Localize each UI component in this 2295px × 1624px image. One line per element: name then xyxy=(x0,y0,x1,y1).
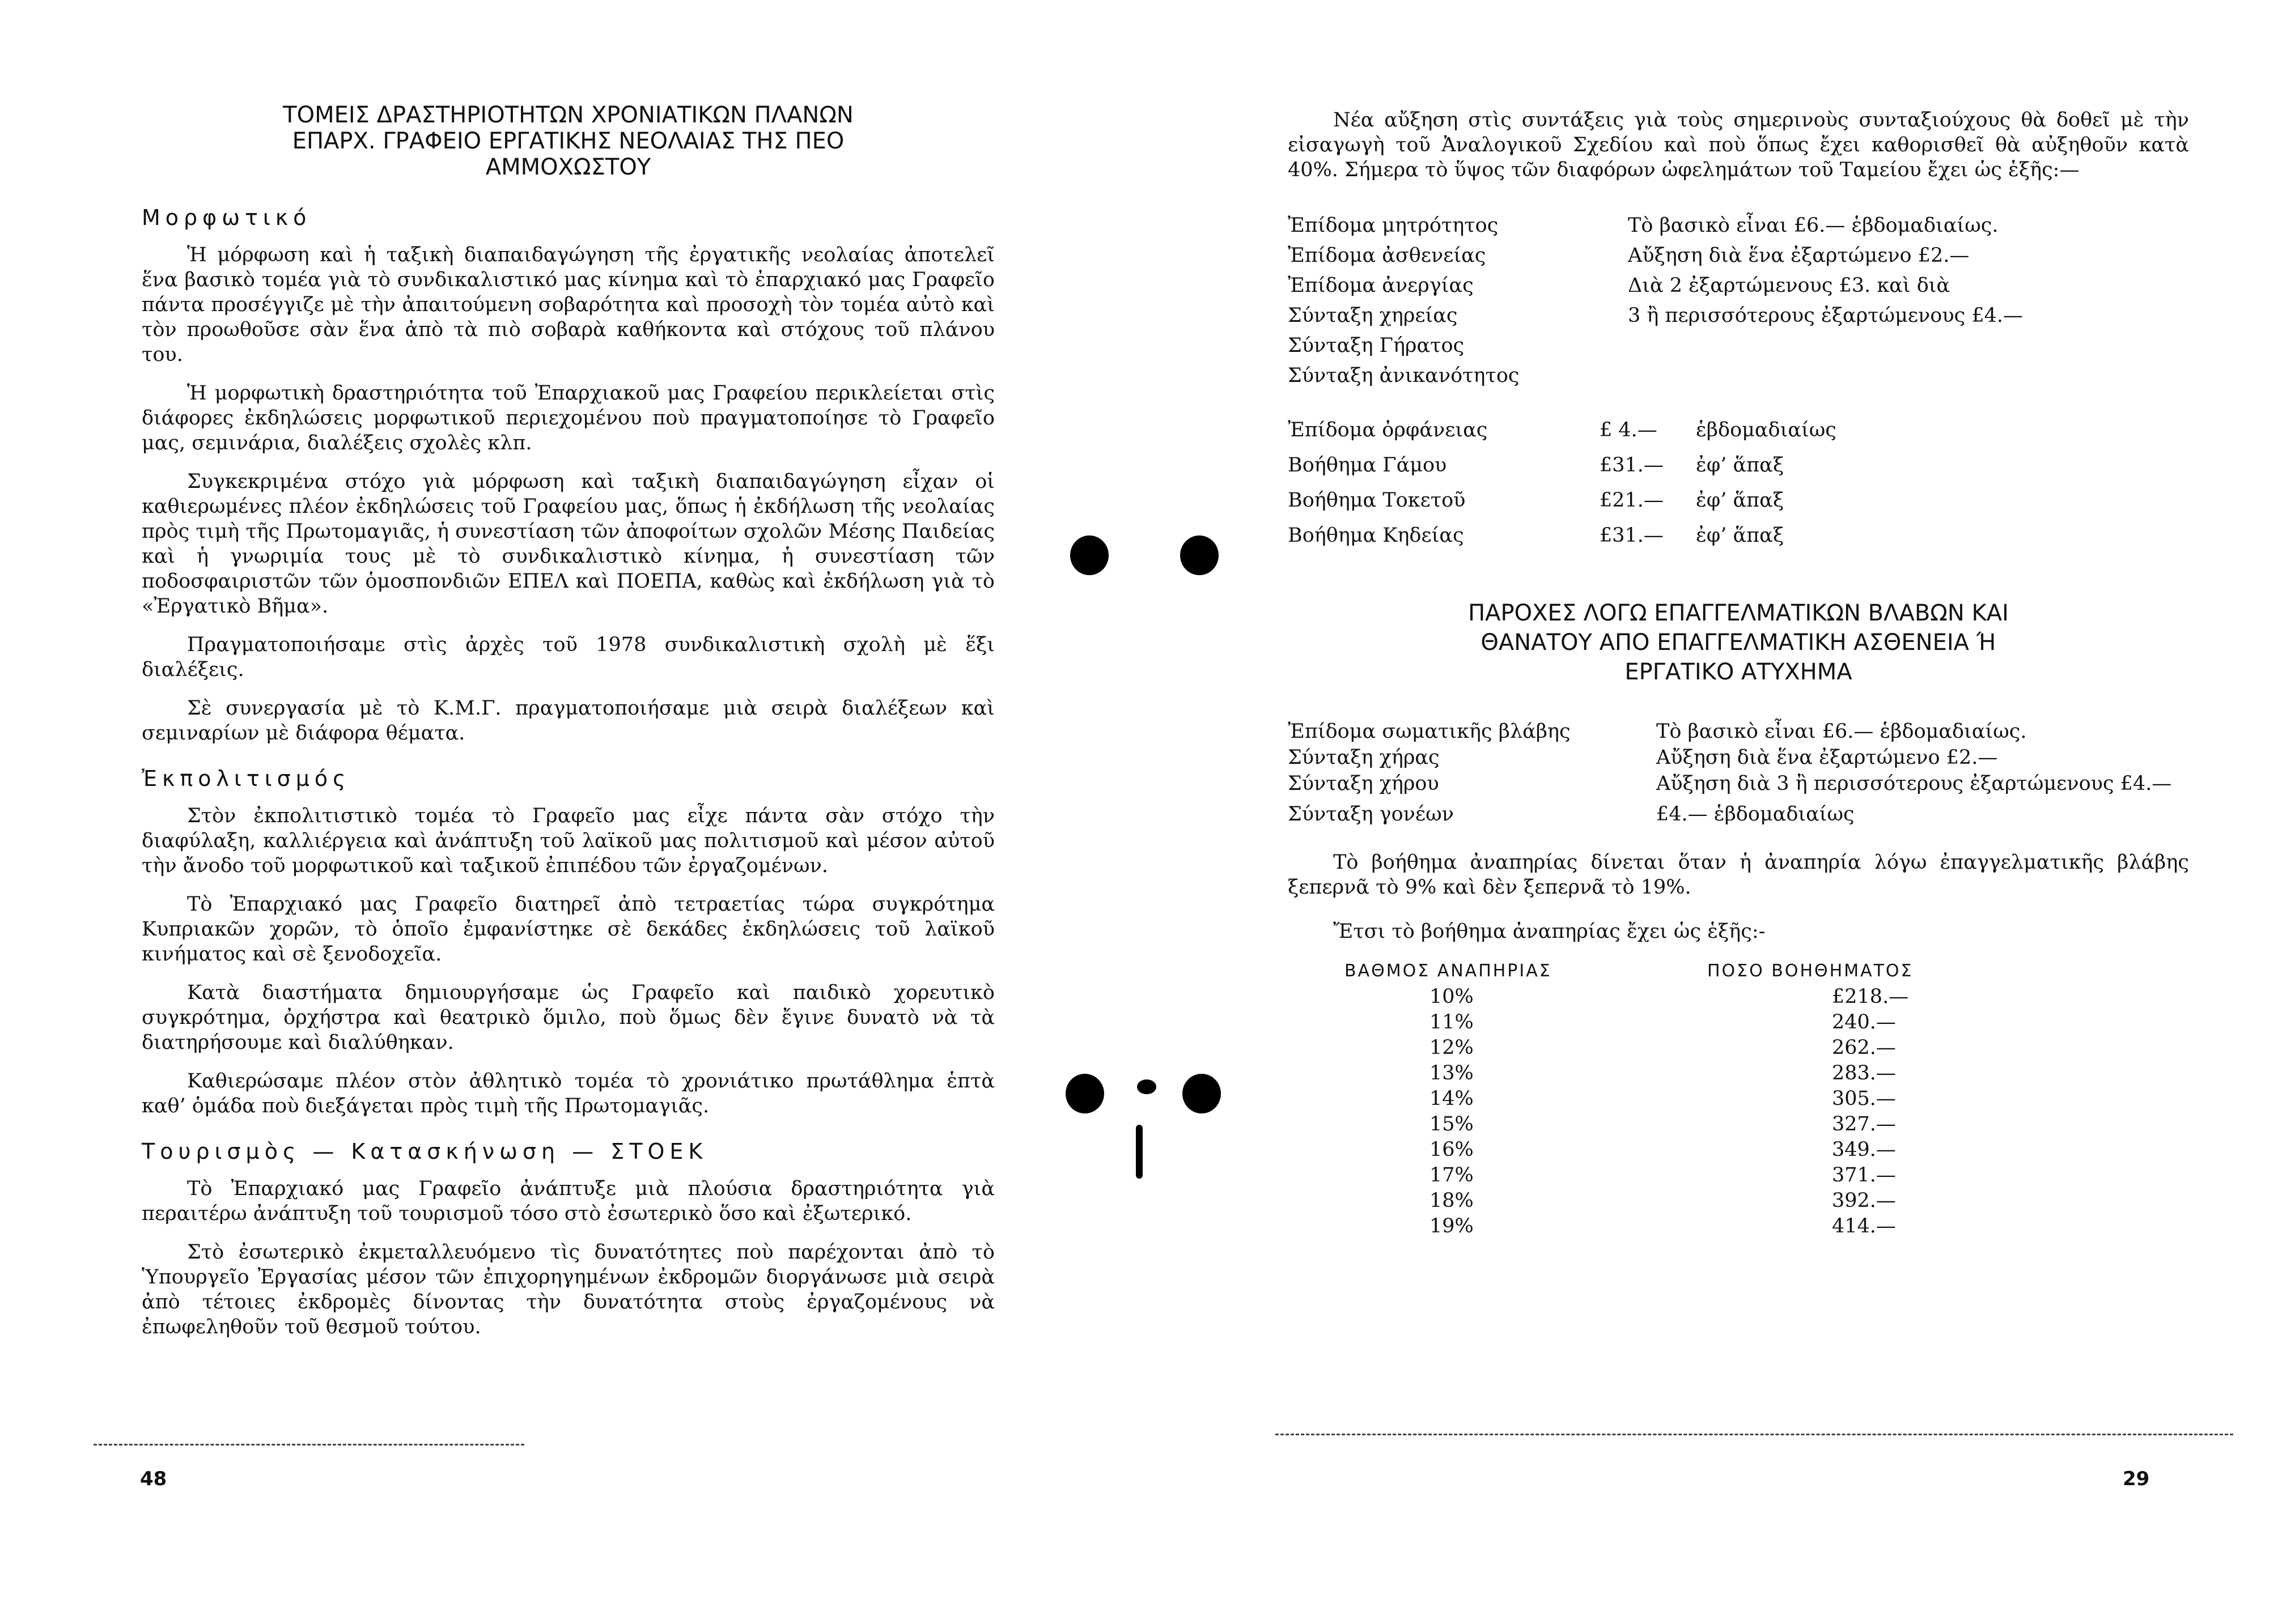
occupational-detail: Τὸ βασικὸ εἶναι £6.— ἑβδομαδιαίως. xyxy=(1656,720,2027,743)
fixed-benefit-frequency: ἐφ’ ἅπαξ xyxy=(1696,524,1784,547)
binding-hole xyxy=(1070,535,1109,575)
table-cell: 18% xyxy=(1429,1189,1474,1212)
fixed-benefit-amount: £21.— xyxy=(1600,489,1664,512)
table-cell: 392.— xyxy=(1832,1189,1896,1212)
table-cell: 12% xyxy=(1429,1036,1474,1059)
right-page xyxy=(1162,0,2295,1624)
fixed-benefit-amount: £31.— xyxy=(1600,454,1664,477)
ink-mark xyxy=(1136,1125,1143,1179)
title-line: ΑΜΜΟΧΩΣΤΟΥ xyxy=(485,154,651,180)
table-row xyxy=(1288,1086,2189,1112)
table-cell: 327.— xyxy=(1832,1113,1896,1136)
benefit-row xyxy=(1288,211,2189,241)
fixed-benefit-frequency: ἑβδομαδιαίως xyxy=(1696,419,1836,441)
benefit-detail: Διὰ 2 ἐξαρτώμενους £3. καὶ διὰ xyxy=(1628,274,1950,297)
fixed-benefit-amount: £ 4.— xyxy=(1600,419,1657,441)
benefit-name: Ἐπίδομα μητρότητος xyxy=(1288,214,1499,237)
benefit-row xyxy=(1288,361,2189,391)
benefit-name: Σύνταξη ἀνικανότητος xyxy=(1288,364,1520,387)
occupational-row xyxy=(1288,771,2189,797)
dashed-rule xyxy=(94,1444,524,1446)
paragraph: Τὸ Ἐπαρχιακό μας Γραφεῖο διατηρεῖ ἀπὸ τετραετίας τώρα συγκρότημα Κυπριακῶν χορῶν, τὸ ὁποῖο ἐμφανίστηκε σὲ δεκάδες ἐκδηλώσεις τοῦ λαϊκοῦ κινήματος καὶ σὲ ξενοδοχεῖα. xyxy=(142,893,995,966)
table-row xyxy=(1288,1112,2189,1137)
occupational-name: Σύνταξη χήρου xyxy=(1288,772,1439,795)
fixed-benefit-amount: £31.— xyxy=(1600,524,1664,547)
table-row xyxy=(1288,1188,2189,1214)
fixed-benefit-name: Ἐπίδομα ὀρφάνειας xyxy=(1288,419,1488,441)
benefits-list xyxy=(1288,211,2189,391)
benefit-row xyxy=(1288,241,2189,271)
paragraph: Ἡ μορφωτικὴ δραστηριότητα τοῦ Ἐπαρχιακοῦ μας Γραφείου περικλείεται στὶς διάφορες ἐκδηλώσεις μορφωτικοῦ περιεχομένου ποὺ πραγματοποίησε τὸ Γραφεῖο μας, σεμινάρια, διαλέξεις σχολὲς κλπ. xyxy=(142,382,995,454)
table-cell: 16% xyxy=(1429,1138,1474,1161)
page-title xyxy=(142,102,995,180)
column-header: ΒΑΘΜΟΣ ΑΝΑΠΗΡΙΑΣ xyxy=(1344,961,1552,981)
section-title xyxy=(1288,598,2189,687)
table-cell: 10% xyxy=(1429,985,1474,1008)
occupational-name: Ἐπίδομα σωματικῆς βλάβης xyxy=(1288,720,1571,743)
benefit-name: Ἐπίδομα ἀσθενείας xyxy=(1288,244,1486,267)
paragraph: Στὸν ἐκπολιτιστικὸ τομέα τὸ Γραφεῖο μας εἶχε πάντα σὰν στόχο τὴν διαφύλαξη, καλλιέργεια καὶ ἀνάπτυξη τοῦ λαϊκοῦ μας πολιτισμοῦ καὶ μέσον αὐτοῦ τὴν ἄνοδο τοῦ μορφωτικοῦ καὶ ταξικοῦ ἐπιπέδου τῶν ἐργαζομένων. xyxy=(142,805,995,877)
benefit-detail xyxy=(1628,361,2189,391)
table-row xyxy=(1288,1137,2189,1163)
left-page xyxy=(0,0,1134,1624)
table-cell: 371.— xyxy=(1832,1164,1896,1187)
occupational-detail: Αὔξηση διὰ ἕνα ἐξαρτώμενο £2.— xyxy=(1656,746,1998,769)
fixed-benefit-row xyxy=(1288,518,2189,553)
table-row xyxy=(1288,1061,2189,1086)
table-row xyxy=(1288,984,2189,1010)
section-heading: Τουρισμὸς — Κατασκήνωση — ΣΤΟΕΚ xyxy=(142,1139,708,1164)
fixed-benefit-frequency: ἐφ’ ἅπαξ xyxy=(1696,489,1784,512)
benefit-name: Ἐπίδομα ἀνεργίας xyxy=(1288,274,1474,297)
benefit-name: Σύνταξη χηρείας xyxy=(1288,304,1458,327)
dashed-rule xyxy=(1275,1434,2233,1435)
paragraph: Στὸ ἐσωτερικὸ ἐκμεταλλευόμενο τὶς δυνατότητες ποὺ παρέχονται ἀπὸ τὸ Ὑπουργεῖο Ἐργασίας μέσον τῶν ἐπιχορηγημένων ἐκδρομῶν διοργάνωσε μιὰ σειρὰ ἀπὸ τέτοιες ἐκδρομὲς δίνοντας τὴν δυνατότητα στοὺς ἐργαζομένους νὰ ἐπωφεληθοῦν τοῦ θεσμοῦ τούτου. xyxy=(142,1241,995,1338)
table-cell: 262.— xyxy=(1832,1036,1896,1059)
page-number: 29 xyxy=(2123,1468,2150,1490)
fixed-benefit-frequency: ἐφ’ ἅπαξ xyxy=(1696,454,1784,477)
benefit-row xyxy=(1288,331,2189,361)
fixed-benefit-row xyxy=(1288,413,2189,448)
table-cell: 283.— xyxy=(1832,1062,1896,1085)
left-column xyxy=(142,102,995,1353)
occupational-name: Σύνταξη χήρας xyxy=(1288,746,1440,769)
title-line: ΠΑΡΟΧΕΣ ΛΟΓΩ ΕΠΑΓΓΕΛΜΑΤΙΚΩΝ ΒΛΑΒΩΝ ΚΑΙ xyxy=(1468,600,2009,626)
table-cell: 305.— xyxy=(1832,1087,1896,1110)
occupational-row xyxy=(1288,719,2189,745)
title-line: ΤΟΜΕΙΣ ΔΡΑΣΤΗΡΙΟΤΗΤΩΝ ΧΡΟΝΙΑΤΙΚΩΝ ΠΛΑΝΩΝ xyxy=(283,102,854,128)
binding-hole xyxy=(1066,1074,1104,1113)
table-cell: 11% xyxy=(1429,1011,1474,1034)
table-cell: 349.— xyxy=(1832,1138,1896,1161)
table-row xyxy=(1288,1214,2189,1239)
section-heading: Ἐκπολιτισμός xyxy=(142,766,351,791)
right-column xyxy=(1288,108,2189,1239)
title-line: ΕΠΑΡΧ. ΓΡΑΦΕΙΟ ΕΡΓΑΤΙΚΗΣ ΝΕΟΛΑΙΑΣ ΤΗΣ ΠΕΟ xyxy=(292,128,845,154)
ink-mark xyxy=(1137,1079,1156,1094)
paragraph: Συγκεκριμένα στόχο γιὰ μόρφωση καὶ ταξικὴ διαπαιδαγώγηση εἶχαν οἱ καθιερωμένες πλέον ἐκδηλώσεις τοῦ Γραφείου μας, ὅπως ἡ ἐκδήλωση τῆς νεολαίας πρὸς τιμὴ τῆς Πρωτομαγιᾶς, ἡ συνεστίαση τῶν ἀποφοίτων σχολῶν Μέσης Παιδείας καὶ ἡ γνωριμία τους μὲ τὸ συνδικαλιστικὸ κίνημα, ἡ συνεστίαση τῶν ποδοσφαιριστῶν τῶν ὁμοσπονδιῶν ΕΠΕΛ καὶ ΠΟΕΠΑ, καθὼς καὶ ἐκδήλωση γιὰ τὸ «Ἐργατικὸ Βῆμα». xyxy=(142,470,995,618)
section-heading: Μορφωτικό xyxy=(142,205,312,230)
table-cell: 414.— xyxy=(1832,1215,1896,1238)
table-row xyxy=(1288,1010,2189,1035)
benefit-row xyxy=(1288,271,2189,301)
fixed-benefit-name: Βοήθημα Κηδείας xyxy=(1288,524,1464,547)
title-line: ΘΑΝΑΤΟΥ ΑΠΟ ΕΠΑΓΓΕΛΜΑΤΙΚΗ ΑΣΘΕΝΕΙΑ Ή xyxy=(1480,630,1996,656)
table-cell: 17% xyxy=(1429,1164,1474,1187)
occupational-row xyxy=(1288,801,2189,827)
table-cell: 13% xyxy=(1429,1062,1474,1085)
column-header: ΠΟΣΟ ΒΟΗΘΗΜΑΤΟΣ xyxy=(1707,961,1914,981)
occupational-benefits-list xyxy=(1288,719,2189,827)
table-intro: Ἔτσι τὸ βοήθημα ἀναπηρίας ἔχει ὡς ἑξῆς:- xyxy=(1333,920,1766,943)
benefit-detail: Αὔξηση διὰ ἕνα ἐξαρτώμενο £2.— xyxy=(1628,244,1970,267)
fixed-benefit-name: Βοήθημα Γάμου xyxy=(1288,454,1447,477)
disability-table xyxy=(1288,961,2189,1239)
fixed-benefits-list xyxy=(1288,413,2189,553)
occupational-row xyxy=(1288,745,2189,771)
paragraph: Σὲ συνεργασία μὲ τὸ Κ.Μ.Γ. πραγματοποιήσαμε μιὰ σειρὰ διαλέξεων καὶ σεμιναρίων μὲ διάφορα θέματα. xyxy=(142,697,995,745)
table-cell: 14% xyxy=(1429,1087,1474,1110)
fixed-benefit-row xyxy=(1288,483,2189,518)
disability-note: Τὸ βοήθημα ἀναπηρίας δίνεται ὅταν ἡ ἀναπηρία λόγω ἐπαγγελματικῆς βλάβης ξεπερνᾶ τὸ 9% καὶ δὲν ξεπερνᾶ τὸ 19%. xyxy=(1288,851,2189,899)
benefit-name: Σύνταξη Γήρατος xyxy=(1288,334,1465,357)
paragraph: Τὸ Ἐπαρχιακό μας Γραφεῖο ἀνάπτυξε μιὰ πλούσια δραστηριότητα γιὰ περαιτέρω ἀνάπτυξη τοῦ τουρισμοῦ τόσο στὸ ἐσωτερικὸ ὅσο καὶ ἐξωτερικό. xyxy=(142,1177,995,1225)
paragraph: Ἡ μόρφωση καὶ ἡ ταξικὴ διαπαιδαγώγηση τῆς ἐργατικῆς νεολαίας ἀποτελεῖ ἕνα βασικὸ τομέα γιὰ τὸ συνδικαλιστικό μας κίνημα καὶ τὸ ἐπαρχιακό μας Γραφεῖο πάντα προσέγγιζε μὲ τὴν ἀπαιτούμενη σοβαρότητα καὶ προσοχὴ τὸν τομέα αὐτὸ καὶ τὸν προωθοῦσε σὰν ἕνα ἀπὸ τὰ πιὸ σοβαρὰ καθήκοντα καὶ στόχους τοῦ πλάνου του. xyxy=(142,244,995,366)
fixed-benefit-name: Βοήθημα Τοκετοῦ xyxy=(1288,489,1466,512)
intro-paragraph: Νέα αὔξηση στὶς συντάξεις γιὰ τοὺς σημερινοὺς συνταξιούχους θὰ δοθεῖ μὲ τὴν εἰσαγωγὴ τοῦ Ἀναλογικοῦ Σχεδίου καὶ ποὺ ὅπως ἔχει καθορισθεῖ θὰ αὐξηθοῦν κατὰ 40%. Σήμερα τὸ ὕψος τῶν διαφόρων ὠφελημάτων τοῦ Ταμείου ἔχει ὡς ἑξῆς:— xyxy=(1288,109,2189,181)
benefit-detail xyxy=(1628,331,2189,361)
benefit-row xyxy=(1288,301,2189,331)
table-row xyxy=(1288,1035,2189,1061)
table-cell: £218.— xyxy=(1832,985,1909,1008)
table-cell: 19% xyxy=(1429,1215,1474,1238)
table-cell: 15% xyxy=(1429,1113,1474,1136)
benefit-detail: 3 ἢ περισσότερους ἐξαρτώμενους £4.— xyxy=(1628,304,2023,327)
paragraph: Πραγματοποιήσαμε στὶς ἀρχὲς τοῦ 1978 συνδικαλιστικὴ σχολὴ μὲ ἕξι διαλέξεις. xyxy=(142,634,995,681)
occupational-name: Σύνταξη γονέων xyxy=(1288,803,1454,826)
paragraph: Κατὰ διαστήματα δημιουργήσαμε ὡς Γραφεῖο καὶ παιδικὸ χορευτικὸ συγκρότημα, ὀρχήστρα καὶ θεατρικὸ ὅμιλο, ποὺ ὅμως δὲν ἔγινε δυνατὸ νὰ τὰ διατηρήσουμε καὶ διαλύθηκαν. xyxy=(142,981,995,1054)
benefit-detail: Τὸ βασικὸ εἶναι £6.— ἑβδομαδιαίως. xyxy=(1628,214,1999,237)
title-line: ΕΡΓΑΤΙΚΟ ΑΤΥΧΗΜΑ xyxy=(1624,659,1852,685)
occupational-detail: Αὔξηση διὰ 3 ἢ περισσότερους ἐξαρτώμενους £4.— xyxy=(1656,772,2172,795)
page-number: 48 xyxy=(140,1468,167,1490)
fixed-benefit-row xyxy=(1288,448,2189,483)
paragraph: Καθιερώσαμε πλέον στὸν ἀθλητικὸ τομέα τὸ χρονιάτικο πρωτάθλημα ἑπτὰ καθ’ ὁμάδα ποὺ διεξάγεται πρὸς τιμὴ τῆς Πρωτομαγιᾶς. xyxy=(142,1070,995,1117)
table-cell: 240.— xyxy=(1832,1011,1896,1034)
table-row xyxy=(1288,1163,2189,1188)
table-header xyxy=(1288,961,2189,981)
occupational-detail: £4.— ἑβδομαδιαίως xyxy=(1656,803,1855,826)
